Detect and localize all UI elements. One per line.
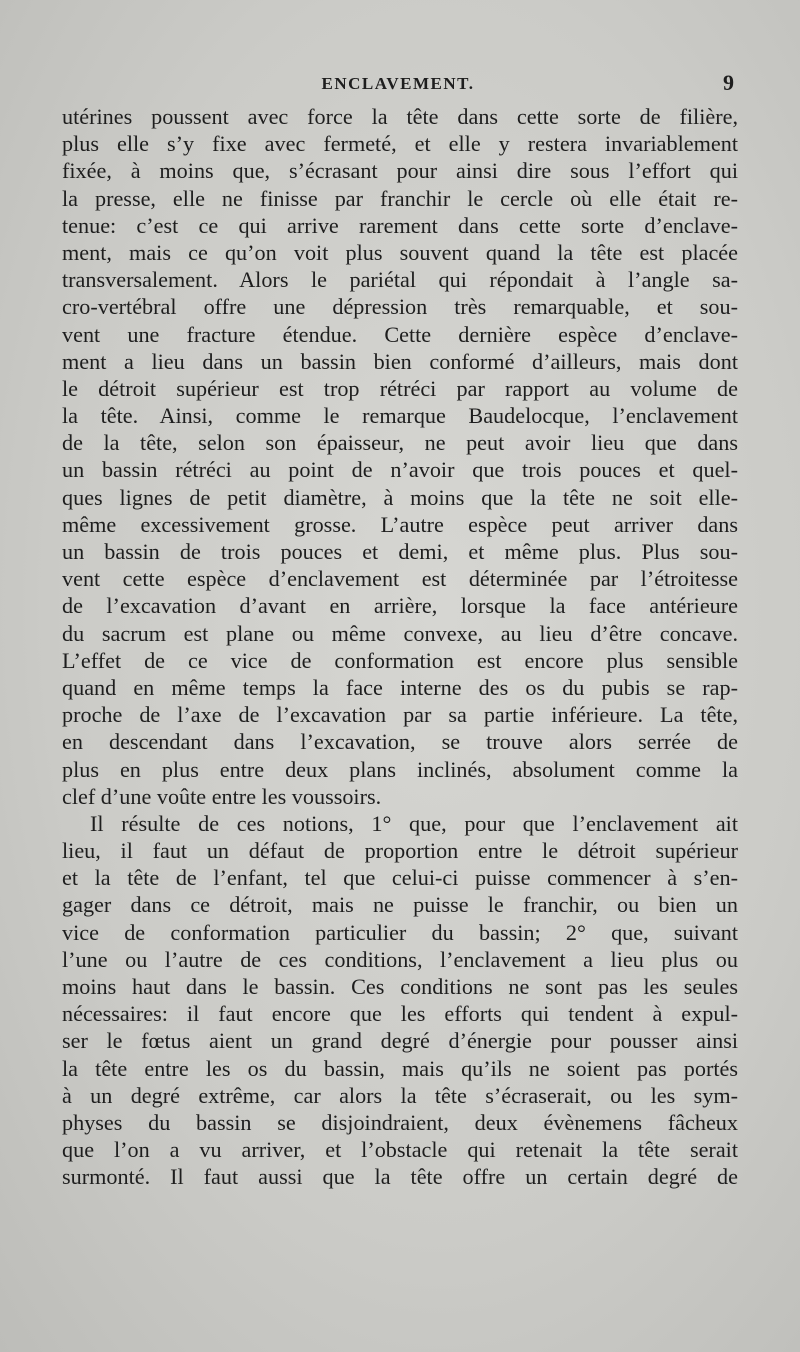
text-line: quand en même temps la face interne des os du pubis se rap-: [62, 674, 738, 700]
text-line: transversalement. Alors le pariétal qui répondait à l’angle sa-: [62, 267, 738, 293]
text-line: moins haut dans le bassin. Ces conditions ne sont pas les seules: [62, 974, 738, 999]
text-line: clef d’une voûte entre les voussoirs.: [62, 783, 382, 809]
text-line: l’une ou l’autre de ces conditions, l’enclavement a lieu plus ou: [62, 946, 738, 972]
text-line: la tête. Ainsi, comme le remarque Baudelocque, l’enclavement: [62, 403, 738, 429]
text-line: proche de l’axe de l’excavation par sa partie inférieure. La tête,: [62, 702, 738, 728]
text-line: nécessaires: il faut encore que les efforts qui tendent à expul-: [62, 1001, 738, 1027]
text-line: en descendant dans l’excavation, se trouve alors serrée de: [62, 729, 738, 755]
text-line: que l’on a vu arriver, et l’obstacle qui retenait la tête serait: [62, 1137, 738, 1163]
text-line: physes du bassin se disjoindraient, deux évènemens fâcheux: [62, 1109, 738, 1135]
text-line: la presse, elle ne finisse par franchir le cercle où elle était re-: [62, 185, 738, 211]
text-line: tenue: c’est ce qui arrive rarement dans cette sorte d’enclave-: [62, 212, 738, 238]
text-line: ment, mais ce qu’on voit plus souvent quand la tête est placée: [62, 239, 738, 265]
text-line: ment a lieu dans un bassin bien conformé d’ailleurs, mais dont: [62, 348, 738, 374]
text-line: utérines poussent avec force la tête dans cette sorte de filière,: [62, 104, 738, 129]
text-line: fixée, à moins que, s’écrasant pour ainsi dire sous l’effort qui: [62, 158, 738, 184]
text-line: un bassin de trois pouces et demi, et même plus. Plus sou-: [62, 539, 738, 564]
text-line: plus en plus entre deux plans inclinés, absolument comme la: [62, 756, 738, 782]
body-text: [62, 103, 738, 1191]
text-line: ser le fœtus aient un grand degré d’énergie pour pousser ainsi: [62, 1028, 738, 1054]
text-line: même excessivement grosse. L’autre espèce peut arriver dans: [62, 511, 738, 537]
text-line: L’effet de ce vice de conformation est encore plus sensible: [62, 647, 738, 673]
text-line: lieu, il faut un défaut de proportion entre le détroit supérieur: [62, 838, 738, 864]
page-number: 9: [723, 70, 734, 95]
text-line: cro-vertébral offre une dépression très remarquable, et sou-: [62, 294, 738, 320]
text-line: un bassin rétréci au point de n’avoir que trois pouces et quel-: [62, 457, 738, 483]
running-head: ENCLAVEMENT.: [321, 74, 475, 93]
text-line: plus elle s’y fixe avec fermeté, et elle y restera invariablement: [62, 131, 738, 157]
page-header: [62, 70, 734, 100]
text-line: surmonté. Il faut aussi que la tête offre un certain degré de: [62, 1164, 738, 1190]
text-line: gager dans ce détroit, mais ne puisse le franchir, ou bien un: [62, 892, 738, 918]
text-line: à un degré extrême, car alors la tête s’écraserait, ou les sym-: [62, 1082, 738, 1108]
text-line: vent cette espèce d’enclavement est déterminée par l’étroitesse: [62, 566, 738, 592]
text-line: du sacrum est plane ou même convexe, au lieu d’être concave.: [62, 620, 738, 646]
text-line: vent une fracture étendue. Cette dernière espèce d’enclave-: [62, 321, 738, 347]
text-line: Il résulte de ces notions, 1° que, pour que l’enclavement ait: [90, 810, 738, 836]
text-line: vice de conformation particulier du bassin; 2° que, suivant: [62, 919, 738, 945]
text-line: ques lignes de petit diamètre, à moins que la tête ne soit elle-: [62, 484, 738, 510]
text-line: le détroit supérieur est trop rétréci par rapport au volume de: [62, 375, 738, 401]
text-line: de l’excavation d’avant en arrière, lorsque la face antérieure: [62, 593, 738, 619]
text-line: et la tête de l’enfant, tel que celui-ci puisse commencer à s’en-: [62, 865, 738, 891]
text-line: la tête entre les os du bassin, mais qu’ils ne soient pas portés: [62, 1055, 738, 1081]
text-line: de la tête, selon son épaisseur, ne peut avoir lieu que dans: [62, 430, 738, 456]
